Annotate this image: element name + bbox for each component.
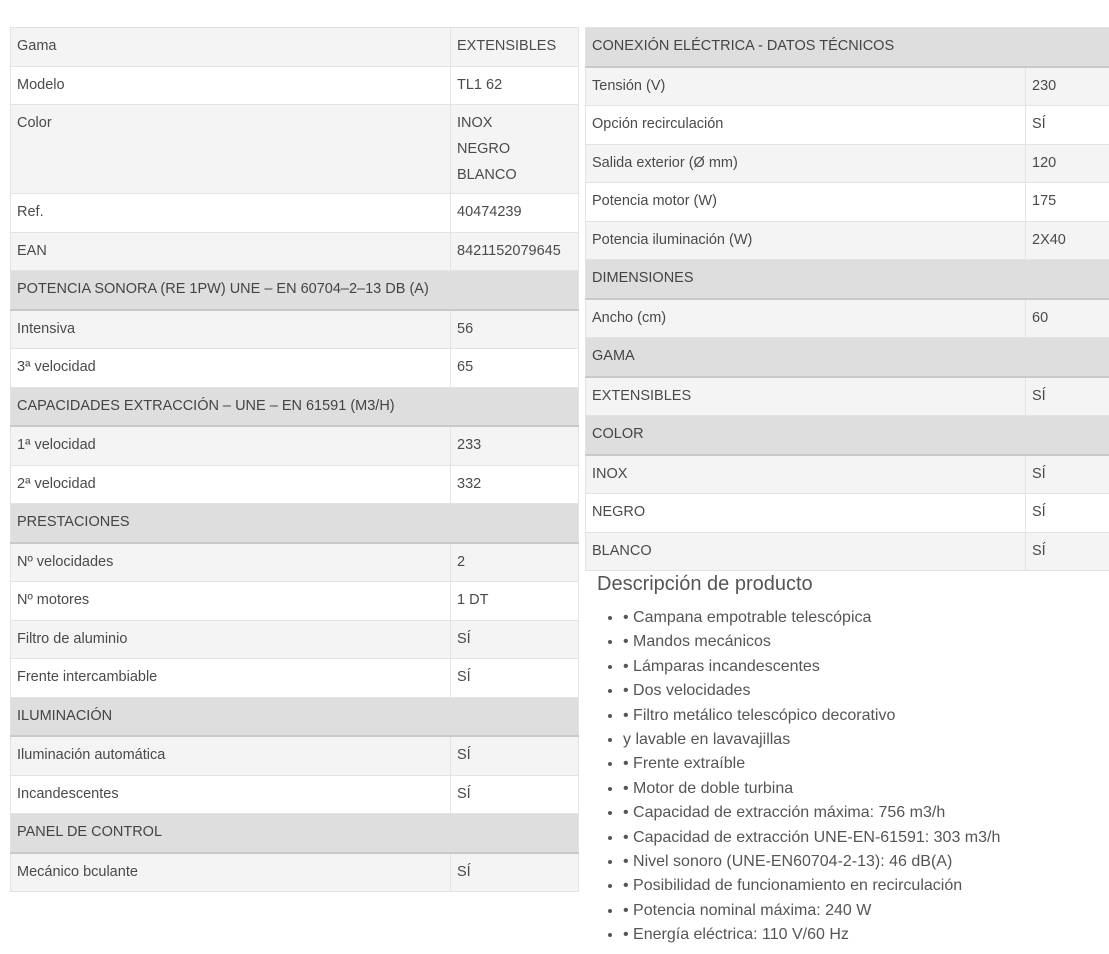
section-header bbox=[11, 271, 579, 310]
description-list bbox=[597, 606, 1102, 948]
description-item: • • Capacidad de extracción UNE-EN-61591: 303 m3/h bbox=[623, 826, 1102, 850]
spec-label: 2ª velocidad bbox=[11, 465, 451, 504]
spec-label: Gama bbox=[11, 28, 451, 67]
description-item: • • Filtro metálico telescópico decorativo bbox=[623, 704, 1102, 728]
spec-label: Tensión (V) bbox=[586, 67, 1026, 106]
spec-row bbox=[11, 426, 579, 465]
spec-row bbox=[586, 532, 1109, 571]
description-item: • • Mandos mecánicos bbox=[623, 630, 1102, 654]
spec-row bbox=[586, 377, 1109, 416]
spec-row bbox=[11, 620, 579, 659]
spec-label: INOX bbox=[586, 455, 1026, 494]
spec-row bbox=[586, 455, 1109, 494]
spec-row bbox=[586, 67, 1109, 106]
spec-value-line: INOX bbox=[457, 115, 493, 131]
section-header-label: COLOR bbox=[586, 416, 1109, 455]
spec-value: 40474239 bbox=[451, 194, 579, 233]
spec-value: EXTENSIBLES bbox=[451, 28, 579, 67]
spec-label: Intensiva bbox=[11, 310, 451, 349]
section-header bbox=[11, 814, 579, 853]
description-title: Descripción de producto bbox=[597, 573, 813, 595]
spec-row bbox=[586, 106, 1109, 145]
spec-value: SÍ bbox=[451, 659, 579, 698]
section-header-label: PANEL DE CONTROL bbox=[11, 814, 579, 853]
description-item: • • Dos velocidades bbox=[623, 679, 1102, 703]
section-header bbox=[586, 28, 1109, 67]
spec-label: EAN bbox=[11, 232, 451, 271]
description-item: • • Capacidad de extracción máxima: 756 m3/h bbox=[623, 801, 1102, 825]
section-header-label: CONEXIÓN ELÉCTRICA - DATOS TÉCNICOS bbox=[586, 28, 1109, 67]
section-header bbox=[11, 387, 579, 426]
spec-value: 332 bbox=[451, 465, 579, 504]
spec-row bbox=[11, 194, 579, 233]
spec-value bbox=[451, 105, 579, 194]
spec-label: EXTENSIBLES bbox=[586, 377, 1026, 416]
spec-value: 60 bbox=[1026, 299, 1109, 338]
description-item: • • Energía eléctrica: 110 V/60 Hz bbox=[623, 923, 1102, 947]
spec-label: Mecánico bculante bbox=[11, 853, 451, 892]
spec-label: 1ª velocidad bbox=[11, 426, 451, 465]
spec-label: Filtro de aluminio bbox=[11, 620, 451, 659]
spec-row bbox=[11, 775, 579, 814]
specs-table-right bbox=[585, 27, 1109, 571]
spec-value-line: NEGRO bbox=[457, 141, 511, 157]
spec-label: Opción recirculación bbox=[586, 106, 1026, 145]
spec-label: 3ª velocidad bbox=[11, 349, 451, 388]
spec-value-line: BLANCO bbox=[457, 167, 517, 183]
description-item: • • Lámparas incandescentes bbox=[623, 655, 1102, 679]
spec-row bbox=[11, 28, 579, 67]
section-header bbox=[586, 416, 1109, 455]
section-header-label: GAMA bbox=[586, 338, 1109, 377]
spec-value: SÍ bbox=[451, 775, 579, 814]
section-header-label: PRESTACIONES bbox=[11, 504, 579, 543]
section-header-label: DIMENSIONES bbox=[586, 260, 1109, 299]
spec-value: 233 bbox=[451, 426, 579, 465]
spec-row bbox=[11, 465, 579, 504]
spec-label: Incandescentes bbox=[11, 775, 451, 814]
spec-label: Potencia motor (W) bbox=[586, 183, 1026, 222]
spec-label: BLANCO bbox=[586, 532, 1026, 571]
spec-row bbox=[586, 221, 1109, 260]
spec-row bbox=[11, 232, 579, 271]
spec-row bbox=[11, 736, 579, 775]
spec-row bbox=[586, 144, 1109, 183]
spec-value: 2X40 bbox=[1026, 221, 1109, 260]
spec-value: SÍ bbox=[1026, 455, 1109, 494]
spec-label: Salida exterior (Ø mm) bbox=[586, 144, 1026, 183]
section-header-label: ILUMINACIÓN bbox=[11, 697, 579, 736]
spec-value: SÍ bbox=[1026, 106, 1109, 145]
product-description bbox=[597, 570, 1102, 948]
spec-row bbox=[586, 299, 1109, 338]
spec-label: Ref. bbox=[11, 194, 451, 233]
spec-value: SÍ bbox=[451, 736, 579, 775]
spec-value: SÍ bbox=[1026, 377, 1109, 416]
specs-table-left bbox=[10, 27, 579, 892]
spec-row bbox=[586, 494, 1109, 533]
spec-row bbox=[11, 105, 579, 194]
description-item: • • Nivel sonoro (UNE-EN60704-2-13): 46 dB(A) bbox=[623, 850, 1102, 874]
spec-value: TL1 62 bbox=[451, 66, 579, 105]
spec-label: Nº velocidades bbox=[11, 543, 451, 582]
spec-row bbox=[11, 349, 579, 388]
spec-row bbox=[11, 310, 579, 349]
spec-row bbox=[11, 582, 579, 621]
spec-value: 2 bbox=[451, 543, 579, 582]
section-header-label: CAPACIDADES EXTRACCIÓN – UNE – EN 61591 (M3/H) bbox=[11, 387, 579, 426]
spec-value: 175 bbox=[1026, 183, 1109, 222]
spec-label: NEGRO bbox=[586, 494, 1026, 533]
description-item: • • Posibilidad de funcionamiento en recirculación bbox=[623, 874, 1102, 898]
spec-row bbox=[11, 543, 579, 582]
spec-value: 1 DT bbox=[451, 582, 579, 621]
spec-value: SÍ bbox=[451, 853, 579, 892]
spec-label: Modelo bbox=[11, 66, 451, 105]
spec-label: Color bbox=[11, 105, 451, 194]
spec-label: Iluminación automática bbox=[11, 736, 451, 775]
spec-row bbox=[586, 183, 1109, 222]
description-item: • y lavable en lavavajillas bbox=[623, 728, 1102, 752]
spec-row bbox=[11, 853, 579, 892]
spec-label: Potencia iluminación (W) bbox=[586, 221, 1026, 260]
spec-label: Nº motores bbox=[11, 582, 451, 621]
spec-value: 8421152079645 bbox=[451, 232, 579, 271]
spec-value: SÍ bbox=[451, 620, 579, 659]
spec-value: 120 bbox=[1026, 144, 1109, 183]
spec-row bbox=[11, 66, 579, 105]
section-header bbox=[11, 697, 579, 736]
section-header bbox=[11, 504, 579, 543]
description-item: • • Motor de doble turbina bbox=[623, 777, 1102, 801]
spec-value: 230 bbox=[1026, 67, 1109, 106]
section-header-label: POTENCIA SONORA (RE 1PW) UNE – EN 60704–2–13 DB (A) bbox=[11, 271, 579, 310]
section-header bbox=[586, 338, 1109, 377]
description-item: • • Potencia nominal máxima: 240 W bbox=[623, 899, 1102, 923]
section-header bbox=[586, 260, 1109, 299]
spec-row bbox=[11, 659, 579, 698]
spec-label: Frente intercambiable bbox=[11, 659, 451, 698]
spec-label: Ancho (cm) bbox=[586, 299, 1026, 338]
spec-value: SÍ bbox=[1026, 494, 1109, 533]
description-item: • • Campana empotrable telescópica bbox=[623, 606, 1102, 630]
description-item: • • Frente extraíble bbox=[623, 752, 1102, 776]
spec-value: SÍ bbox=[1026, 532, 1109, 571]
spec-value: 65 bbox=[451, 349, 579, 388]
spec-value: 56 bbox=[451, 310, 579, 349]
